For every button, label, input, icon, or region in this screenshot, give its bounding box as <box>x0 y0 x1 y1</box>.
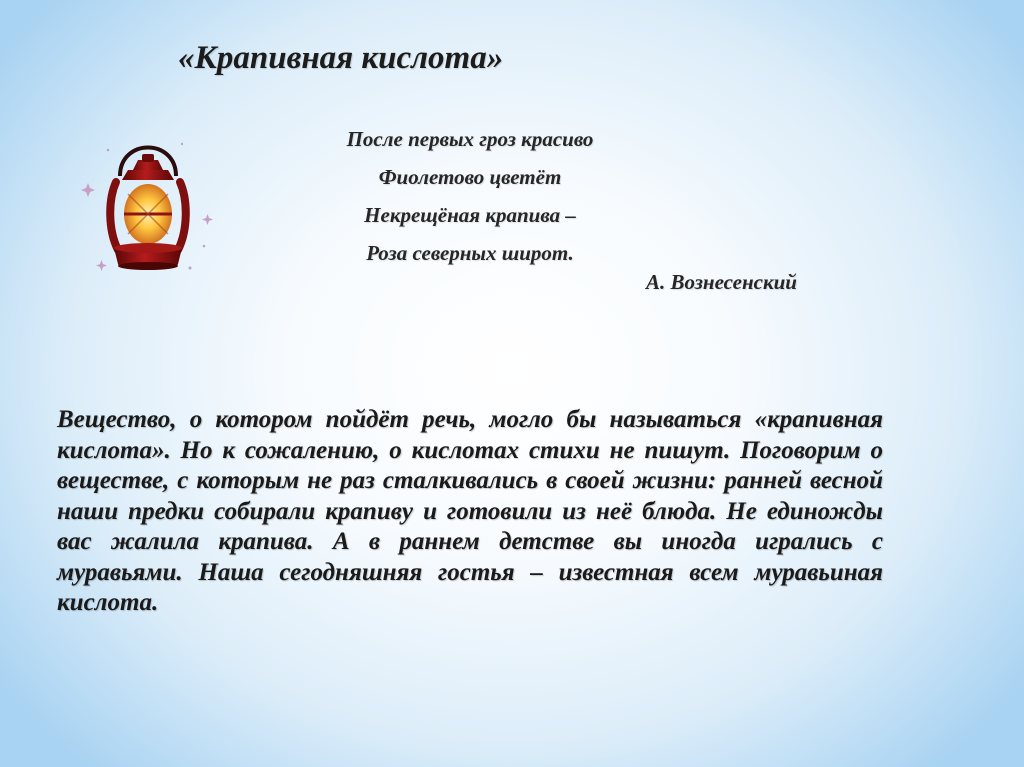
poem-block <box>290 120 650 272</box>
poem-line: После первых гроз красиво <box>346 127 594 151</box>
poem-line: Фиолетово цветёт <box>378 165 562 189</box>
oil-lantern-icon <box>78 130 218 280</box>
main-paragraph: Вещество, о котором пойдёт речь, могло бы называться «крапивная кислота». Но к сожалению, о кислотах стихи не пишут. Поговорим о веществе, с которым не раз сталкивались в своей жизни: ранней весной наши предки собирали крапиву и готовили из неё блюда. Не единожды вас жалила крапива. А в раннем детстве вы иногда игрались с муравьями. Наша сегодняшняя гостья – известная всем муравьиная кислота. <box>57 406 883 616</box>
poem-line: Некрещёная крапива – <box>364 203 576 227</box>
poem-line: Роза северных широт. <box>366 241 574 265</box>
poem-author: А. Вознесенский <box>646 270 797 294</box>
slide-title: «Крапивная кислота» <box>178 40 504 76</box>
